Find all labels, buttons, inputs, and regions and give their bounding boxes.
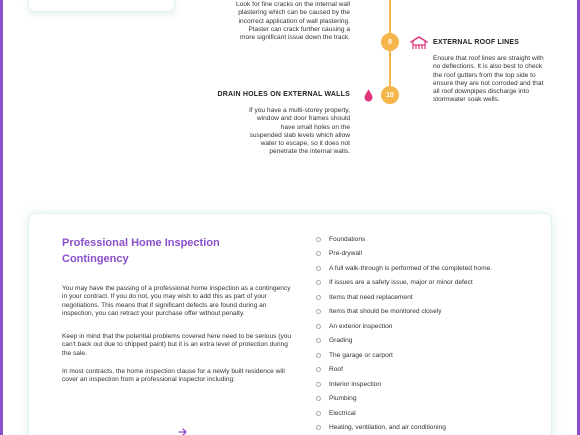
contingency-paragraph: In most contracts, the home inspection clause for a newly built residence will cover an inspection from a professional inspector including: [62,368,285,384]
bullet-circle-icon [316,324,321,329]
bullet-circle-icon [316,338,321,343]
bullet-circle-icon [316,353,321,358]
bullet-circle-icon [316,237,321,242]
bullet-circle-icon [316,396,321,401]
timeline-node-10: 10 [381,86,399,104]
roof-lines-heading: EXTERNAL ROOF LINES [433,39,520,46]
contingency-paragraph: Keep in mind that the potential problems covered here need to be serious (you can't back out due to chipped paint) but it is an extra level of protection during the sale. [62,333,292,357]
bullet-circle-icon [316,425,321,430]
checklist-item: Electrical [316,406,492,421]
checklist-item: The garage or carport [316,348,492,363]
previous-card [28,0,175,12]
checklist-item: Pre-drywall [316,247,492,262]
checklist-item: An exterior inspection [316,319,492,334]
plaster-cracks-text: Look for fine cracks on the internal wall plastering which can be caused by the incorrect application of wall plastering. Plaster can crack further causing a more significant issue down the track. [236,1,350,42]
bullet-circle-icon [316,367,321,372]
drain-holes-text: If you have a multi-storey property, window and door frames should have small holes on the suspended slab levels which allow water to escape, so it does not penetrate the internal walls. [248,107,350,156]
checklist-item: Heating, ventilation, and air conditioning [316,421,492,435]
arrow-right-icon [178,428,188,435]
checklist-item: Items that should be monitored closely [316,305,492,320]
bullet-circle-icon [316,280,321,285]
water-drop-icon [364,89,373,102]
checklist-item: Foundations [316,232,492,247]
left-border [0,0,3,435]
bullet-circle-icon [316,251,321,256]
checklist-item: If issues are a safety issue, major or minor defect [316,276,492,291]
contingency-title: Professional Home Inspection Contingency [62,237,220,265]
drain-holes-heading: DRAIN HOLES ON EXTERNAL WALLS [217,91,350,98]
bullet-circle-icon [316,266,321,271]
bullet-circle-icon [316,295,321,300]
checklist-item: Grading [316,334,492,349]
bullet-circle-icon [316,309,321,314]
house-roof-icon [410,36,428,50]
contingency-paragraph: You may have the passing of a professional home inspection as a contingency in your contract. If you do not, you may wish to add this as part of your negotiations. This means that if significant defects are found during an inspection, you can retract your purchase offer without penalty. [62,285,291,318]
bullet-circle-icon [316,411,321,416]
timeline-node-9: 9 [381,33,399,51]
inspection-checklist [316,232,492,435]
checklist-item: Interior inspection [316,377,492,392]
checklist-item: A full walk-through is performed of the completed home. [316,261,492,276]
checklist-item: Items that need replacement [316,290,492,305]
bullet-circle-icon [316,382,321,387]
checklist-item: Plumbing [316,392,492,407]
checklist-item: Roof [316,363,492,378]
roof-lines-text: Ensure that roof lines are straight with no deflections. It is also best to check the roof gutters from the top side to ensure they are not corroded and that all roof downpipes discharge into stormwater soak wells. [433,55,544,104]
